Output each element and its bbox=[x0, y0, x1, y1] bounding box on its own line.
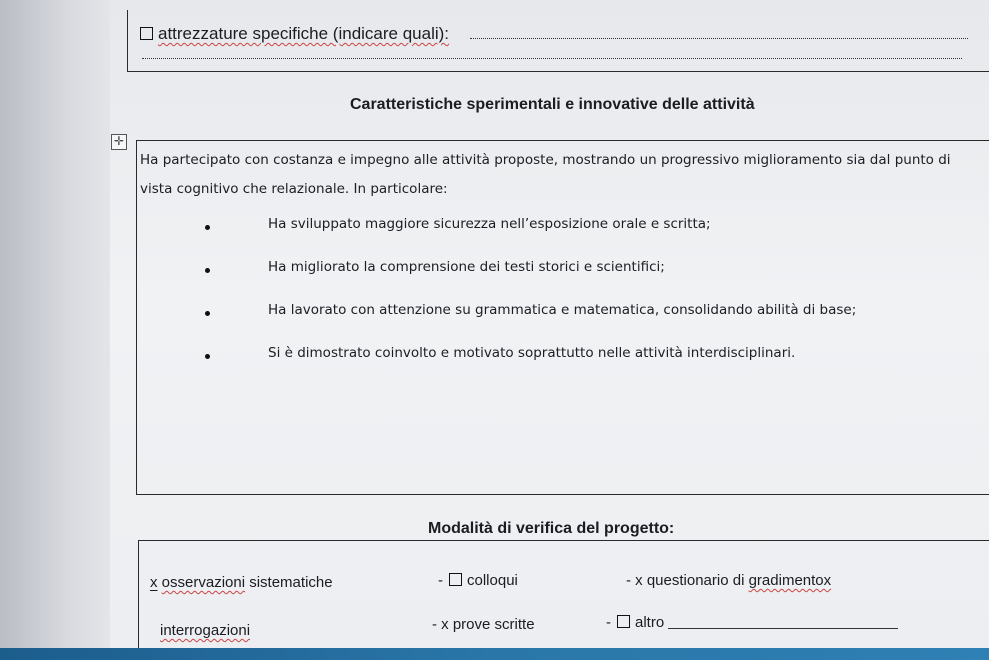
equipment-label: attrezzature specifiche (indicare quali): bbox=[158, 24, 450, 43]
section-title-characteristics: Caratteristiche sperimentali e innovative delle attività bbox=[350, 96, 755, 113]
colloqui-dash: - bbox=[438, 572, 443, 589]
verification-box bbox=[138, 540, 989, 660]
list-item: Ha lavorato con attenzione su grammatica e matematica, consolidando abilità di base; bbox=[205, 302, 856, 345]
osservazioni-mark: x bbox=[150, 574, 158, 591]
questionario-prefix: - x bbox=[626, 572, 643, 589]
prove-prefix: - x bbox=[432, 616, 449, 633]
list-item: Ha sviluppato maggiore sicurezza nell’esposizione orale e scritta; bbox=[205, 216, 856, 259]
list-item: Si è dimostrato coinvolto e motivato soprattutto nelle attività interdisciplinari. bbox=[205, 345, 856, 388]
option-altro bbox=[606, 614, 898, 631]
dotted-line-2 bbox=[142, 58, 962, 59]
interrogazioni-label: interrogazioni bbox=[160, 622, 251, 639]
altro-fill-line bbox=[668, 628, 898, 629]
dotted-line-1 bbox=[470, 38, 968, 39]
osservazioni-rest: sistematiche bbox=[249, 574, 333, 591]
option-prove-scritte bbox=[432, 616, 535, 633]
equipment-option bbox=[140, 24, 449, 44]
osservazioni-word: osservazioni bbox=[161, 574, 246, 591]
section-title-verification: Modalità di verifica del progetto: bbox=[428, 520, 675, 537]
list-item: Ha migliorato la comprensione dei testi storici e scientifici; bbox=[205, 259, 856, 302]
prove-label: prove scritte bbox=[452, 616, 535, 633]
colloqui-label: colloqui bbox=[467, 572, 518, 589]
altro-label: altro bbox=[635, 614, 665, 631]
characteristics-paragraph: Ha partecipato con costanza e impegno alle attività proposte, mostrando un progressivo miglioramento sia dal punto di vista cognitivo che relazionale. In particolare: bbox=[140, 152, 951, 197]
page-left-margin bbox=[0, 0, 110, 660]
option-questionario bbox=[626, 572, 831, 589]
altro-dash: - bbox=[606, 614, 611, 631]
altro-checkbox[interactable] bbox=[617, 615, 630, 628]
option-osservazioni bbox=[150, 574, 333, 591]
option-interrogazioni bbox=[160, 622, 250, 639]
questionario-word: gradimentox bbox=[748, 572, 832, 589]
option-colloqui bbox=[438, 572, 518, 589]
equipment-checkbox[interactable] bbox=[140, 27, 153, 40]
questionario-text: questionario di bbox=[646, 572, 745, 589]
table-move-handle-icon[interactable]: ✛ bbox=[111, 134, 127, 150]
colloqui-checkbox[interactable] bbox=[449, 573, 462, 586]
taskbar-strip bbox=[0, 648, 989, 660]
characteristics-bullet-list bbox=[205, 216, 856, 388]
